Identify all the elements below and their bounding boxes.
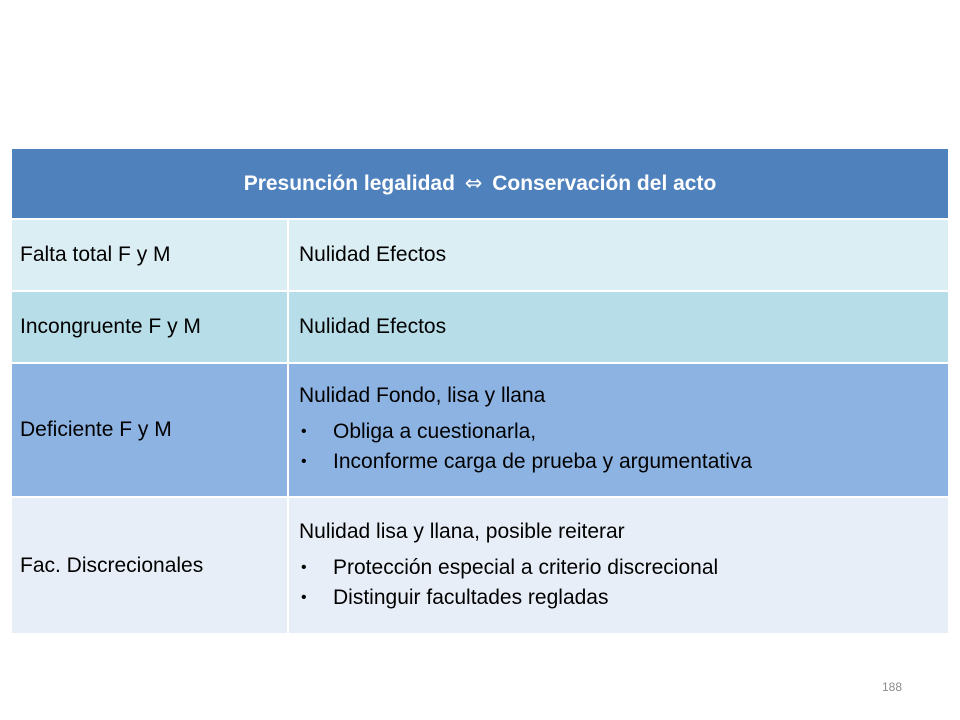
bullet-text: Obliga a cuestionarla, <box>333 420 537 443</box>
table-header-row <box>12 149 948 219</box>
bullet-text: Inconforme carga de prueba y argumentativa <box>333 450 753 473</box>
bullet-icon: • <box>301 588 307 606</box>
row-content-title: Nulidad Efectos <box>299 243 447 266</box>
comparison-table <box>12 149 948 633</box>
bullet-text: Protección especial a criterio discrecional <box>333 555 719 579</box>
row-label: Deficiente F y M <box>20 418 172 441</box>
double-arrow-icon: ⇔ <box>464 171 483 195</box>
row-content-title: Nulidad Efectos <box>299 315 447 338</box>
row-content-title: Nulidad lisa y llana, posible reiterar <box>299 519 625 543</box>
row-content <box>288 291 948 363</box>
header-left-text: Presunción legalidad <box>243 172 455 195</box>
page-number: 188 <box>881 680 903 694</box>
bullet-item <box>299 447 948 477</box>
table-row <box>12 219 948 291</box>
bullet-text: Distinguir facultades regladas <box>333 585 609 609</box>
bullet-item <box>299 553 948 583</box>
bullet-icon: • <box>301 453 307 470</box>
header-right-text: Conservación del acto <box>492 172 717 195</box>
bullet-icon: • <box>301 558 307 576</box>
table-row <box>12 363 948 497</box>
table-row <box>12 291 948 363</box>
row-content <box>288 497 948 633</box>
table-header-cell <box>12 149 948 219</box>
table-row <box>12 497 948 633</box>
bullet-list <box>299 553 948 613</box>
row-content <box>288 219 948 291</box>
row-content <box>288 363 948 497</box>
row-content-title: Nulidad Fondo, lisa y llana <box>299 384 546 407</box>
bullet-list <box>299 417 948 477</box>
bullet-item <box>299 417 948 447</box>
row-label: Falta total F y M <box>20 243 171 266</box>
bullet-icon: • <box>301 423 307 440</box>
row-label: Fac. Discrecionales <box>20 553 204 577</box>
bullet-item <box>299 583 948 613</box>
row-label: Incongruente F y M <box>20 315 201 338</box>
